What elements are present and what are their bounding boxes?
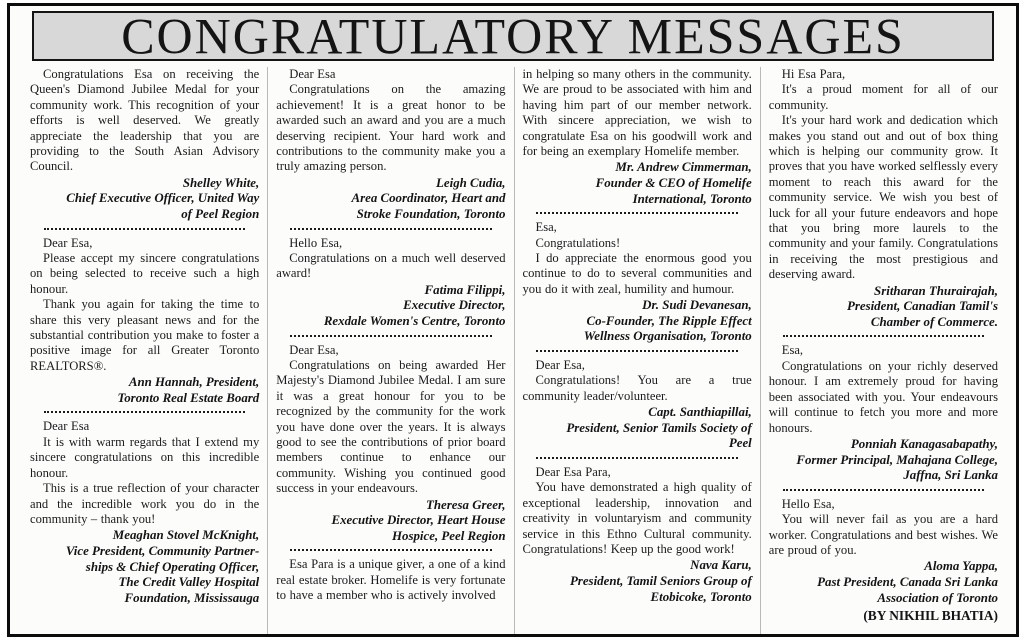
message-signature bbox=[30, 528, 259, 606]
dotted-separator bbox=[536, 457, 738, 459]
message-paragraph: Congratulations on the amazing achievement! It is a great honor to be awarded such an award and you are a much deserving recipient. Your hard work and contributions to the community make you a truly amazing person. bbox=[276, 82, 506, 174]
message-paragraph: This is a true reflection of your character and the incredible work you do in the community – thank you! bbox=[30, 481, 260, 526]
column-4 bbox=[760, 67, 1006, 637]
signature-line: ships & Chief Operating Officer, bbox=[85, 559, 260, 574]
signature-line: Aloma Yappa, bbox=[924, 559, 998, 574]
signature-line: President, Senior Tamils Society of bbox=[566, 420, 752, 435]
signature-line: International, Toronto bbox=[632, 191, 752, 206]
message-block bbox=[523, 465, 752, 605]
signature-line: Association of Toronto bbox=[877, 590, 998, 605]
signature-line: Peel bbox=[728, 436, 752, 451]
message-signature bbox=[30, 176, 259, 223]
signature-line: Leigh Cudia, bbox=[436, 175, 506, 190]
signature-line: Etobicoke, Toronto bbox=[650, 589, 752, 604]
message-paragraph: Congratulations! You are a true community leader/volunteer. bbox=[522, 373, 752, 403]
message-signature bbox=[30, 375, 259, 406]
dotted-separator bbox=[783, 489, 985, 491]
signature-line: Rexdale Women's Centre, Toronto bbox=[323, 314, 506, 329]
signature-line: Executive Director, bbox=[403, 298, 506, 313]
message-paragraph: Esa, bbox=[535, 220, 557, 235]
signature-line: Theresa Greer, bbox=[426, 497, 506, 512]
message-paragraph: Congratulations on your richly deserved honour. I am extremely proud for having been associated with you. Your endeavours will continue to fetch you more and more honours. bbox=[768, 358, 998, 435]
signature-line: Vice President, Community Partner- bbox=[65, 543, 260, 558]
signature-line: Co-Founder, The Ripple Effect bbox=[586, 313, 752, 328]
signature-line: Fatima Filippi, bbox=[424, 282, 506, 297]
message-paragraph: You will never fail as you are a hard worker. Congratulations and best wishes. We are proud of you. bbox=[768, 512, 998, 557]
message-paragraph: It's your hard work and dedication which makes you stand out and out of box thing which is helping our community grow. It proves that you have worked selflessly every moment to reach this award for the community service. We wish you best of luck for all your future endeavors and hope that you bring more laurels to the community and your family. Congratulations in receiving the most prestigious and deserving award. bbox=[768, 113, 998, 282]
message-block bbox=[30, 67, 259, 223]
author-byline: (BY NIKHIL BHATIA) bbox=[863, 608, 998, 624]
message-block bbox=[523, 220, 752, 345]
message-paragraph: It is with warm regards that I extend my sincere congratulations on this incredible honour. bbox=[30, 434, 260, 480]
signature-line: Nava Karu, bbox=[690, 558, 752, 573]
column-2 bbox=[267, 67, 513, 637]
message-paragraph: Congratulations! bbox=[535, 235, 621, 250]
message-block bbox=[769, 67, 998, 330]
signature-line: President, Canadian Tamil's bbox=[846, 299, 998, 314]
message-signature bbox=[276, 283, 505, 330]
signature-line: Foundation, Mississauga bbox=[124, 590, 260, 605]
signature-line: The Credit Valley Hospital bbox=[118, 575, 260, 590]
signature-line: Chief Executive Officer, United Way bbox=[66, 191, 260, 206]
headline-banner bbox=[32, 11, 994, 61]
message-signature bbox=[276, 498, 505, 545]
message-paragraph: It's a proud moment for all of our community. bbox=[768, 82, 998, 112]
signature-line: Chamber of Commerce. bbox=[870, 314, 998, 329]
dotted-separator bbox=[783, 335, 985, 337]
column-1 bbox=[22, 67, 267, 637]
signature-line: Hospice, Peel Region bbox=[392, 528, 506, 543]
message-paragraph: Esa, bbox=[781, 343, 804, 358]
signature-line: Executive Director, Heart House bbox=[331, 513, 506, 528]
signature-line: Ann Hannah, President, bbox=[128, 375, 260, 390]
message-paragraph: Dear Esa bbox=[289, 67, 336, 81]
message-paragraph: Hello Esa, bbox=[289, 235, 343, 250]
signature-line: Ponniah Kanagasabapathy, bbox=[850, 436, 998, 451]
message-paragraph: Congratulations on a much well deserved award! bbox=[276, 251, 506, 281]
signature-line: Founder & CEO of Homelife bbox=[595, 176, 752, 191]
message-paragraph: Dear Esa, bbox=[43, 235, 93, 250]
dotted-separator bbox=[536, 350, 738, 352]
signature-line: Mr. Andrew Cimmerman, bbox=[615, 160, 752, 175]
message-paragraph: Dear Esa bbox=[43, 419, 90, 434]
dotted-separator bbox=[290, 228, 492, 230]
signature-line: Wellness Organisation, Toronto bbox=[583, 329, 752, 344]
column-3 bbox=[514, 67, 760, 637]
signature-line: Capt. Santhiapillai, bbox=[648, 405, 752, 420]
signature-line: President, Tamil Seniors Group of bbox=[569, 574, 752, 589]
signature-line: Former Principal, Mahajana College, bbox=[796, 452, 998, 467]
signature-line: Area Coordinator, Heart and bbox=[351, 191, 506, 206]
dotted-separator bbox=[44, 411, 246, 413]
signature-line: Past President, Canada Sri Lanka bbox=[817, 574, 998, 589]
message-block bbox=[523, 67, 752, 207]
message-paragraph: Dear Esa, bbox=[289, 342, 339, 357]
dotted-separator bbox=[536, 212, 738, 214]
message-paragraph: Hi Esa Para, bbox=[781, 67, 846, 81]
signature-line: Shelley White, bbox=[182, 175, 260, 190]
message-block bbox=[30, 236, 259, 407]
message-paragraph: Congratulations Esa on receiving the Queen's Diamond Jubilee Medal for your community work. This recognition of your efforts is well deserved. We greatly appreciate the leadership that you are providing to the South Asian Advisory Council. bbox=[30, 67, 260, 174]
signature-line: Toronto Real Estate Board bbox=[117, 390, 260, 405]
dotted-separator bbox=[290, 549, 492, 551]
message-signature bbox=[276, 176, 505, 223]
signature-line: Sritharan Thurairajah, bbox=[874, 283, 998, 298]
message-block bbox=[523, 358, 752, 452]
message-paragraph: Esa Para is a unique giver, a one of a kind real estate broker. Homelife is very fortunate to have a member who is actively involved bbox=[276, 557, 506, 603]
message-paragraph: Dear Esa, bbox=[535, 358, 585, 373]
message-paragraph: I do appreciate the enormous good you continue to do to several communities and you do it with zeal, humility and humour. bbox=[522, 251, 752, 296]
message-paragraph: Thank you again for taking the time to share this very pleasant news and for the substantial contribution you make to foster a positive image for all Greater Toronto REALTORS®. bbox=[30, 297, 260, 373]
dotted-separator bbox=[290, 335, 492, 337]
message-signature bbox=[769, 437, 998, 484]
message-signature bbox=[769, 284, 998, 331]
signature-line: Meaghan Stovel McKnight, bbox=[112, 528, 260, 543]
message-paragraph: in helping so many others in the community. We are proud to be associated with him and having him part of our member network. With sincere appreciation, we wish to congratulate Esa on his goodwill work and for being an exemplary Homelife member. bbox=[522, 67, 752, 159]
signature-line: Dr. Sudi Devanesan, bbox=[642, 298, 752, 313]
signature-line: Stroke Foundation, Toronto bbox=[356, 207, 506, 222]
message-paragraph: Dear Esa Para, bbox=[535, 465, 611, 480]
message-paragraph: Congratulations on being awarded Her Majesty's Diamond Jubilee Medal. I am sure it was a great honour for you to be recognized by the community for the work you have done over the years. It is always good to see the contributions of prior board members continue to enhance our community. Wishing you continued good success in your endeavours. bbox=[276, 358, 506, 496]
dotted-separator bbox=[44, 228, 246, 230]
message-signature bbox=[523, 558, 752, 605]
message-paragraph: You have demonstrated a high quality of exceptional leadership, innovation and creativity in voluntaryism and community service in this Ethno Cultural community. Congratulations! Keep up the good work! bbox=[522, 480, 752, 557]
message-block bbox=[769, 497, 998, 606]
message-block bbox=[276, 557, 505, 603]
message-block bbox=[769, 343, 998, 483]
signature-line: Jaffna, Sri Lanka bbox=[903, 468, 998, 483]
message-block bbox=[276, 67, 505, 223]
message-signature bbox=[523, 405, 752, 452]
message-block bbox=[30, 419, 259, 606]
page-title: CONGRATULATORY MESSAGES bbox=[121, 11, 905, 61]
newspaper-page bbox=[7, 3, 1019, 637]
message-block bbox=[276, 236, 505, 330]
message-signature bbox=[523, 160, 752, 207]
signature-line: of Peel Region bbox=[181, 207, 260, 222]
message-paragraph: Please accept my sincere congratulations on being selected to receive such a high honour. bbox=[30, 251, 260, 296]
message-signature bbox=[769, 559, 998, 606]
message-signature bbox=[523, 298, 752, 345]
message-paragraph: Hello Esa, bbox=[781, 496, 835, 511]
message-block bbox=[276, 343, 505, 545]
message-columns bbox=[10, 64, 1016, 637]
